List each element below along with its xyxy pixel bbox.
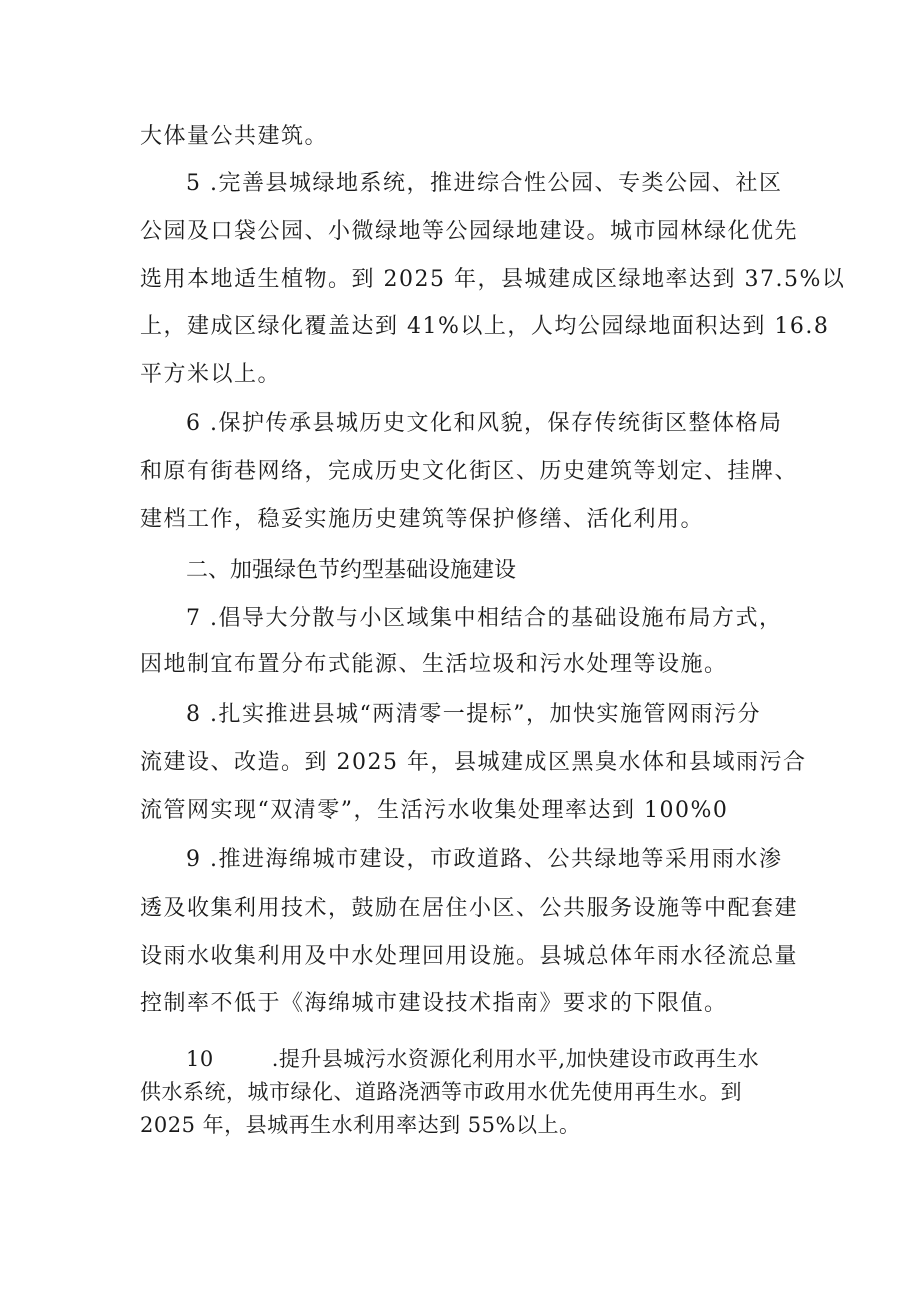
- paragraph-line: 供水系统，城市绿化、道路浇洒等市政用水优先使用再生水。到: [140, 1080, 742, 1104]
- paragraph-line: 建档工作，稳妥实施历史建筑等保护修缮、活化利用。: [140, 507, 705, 532]
- paragraph-line: 上，建成区绿化覆盖达到 41%以上，人均公园绿地面积达到 16.8: [140, 314, 830, 339]
- paragraph-line: 2025 年，县城再生水利用率达到 55%以上。: [140, 1113, 581, 1137]
- paragraph-line: 8 .扎实推进县城“两清零一提标”，加快实施管网雨污分: [186, 702, 761, 727]
- paragraph-line: 因地制宜布置分布式能源、生活垃圾和污水处理等设施。: [140, 652, 728, 677]
- paragraph-line: 控制率不低于《海绵城市建设技术指南》要求的下限值。: [140, 991, 728, 1016]
- section-heading: 二、加强绿色节约型基础设施建设: [186, 558, 517, 583]
- paragraph-line: 7 .倡导大分散与小区域集中相结合的基础设施布局方式，: [186, 606, 783, 631]
- paragraph-line: 流管网实现“双清零”，生活污水收集处理率达到 100%0: [140, 798, 729, 823]
- paragraph-line: [186, 1045, 759, 1073]
- paragraph-line: 大体量公共建筑。: [140, 124, 329, 149]
- item-number: 10: [186, 1047, 214, 1071]
- paragraph-line: 选用本地适生植物。到 2025 年，县城建成区绿地率达到 37.5%以: [140, 267, 846, 292]
- paragraph-line: 6 .保护传承县城历史文化和风貌，保存传统街区整体格局: [186, 411, 783, 436]
- paragraph-line: 5 .完善县城绿地系统，推进综合性公园、专类公园、社区: [186, 171, 783, 196]
- paragraph-line: 平方米以上。: [140, 362, 282, 387]
- paragraph-line: 设雨水收集利用及中水处理回用设施。县城总体年雨水径流总量: [140, 944, 799, 969]
- paragraph-line: 9 .推进海绵城市建设，市政道路、公共绿地等采用雨水渗: [186, 847, 783, 872]
- paragraph-line: 公园及口袋公园、小微绿地等公园绿地建设。城市园林绿化优先: [140, 219, 799, 244]
- paragraph-line: 和原有街巷网络，完成历史文化街区、历史建筑等划定、挂牌、: [140, 459, 799, 484]
- paragraph-text: .提升县城污水资源化利用水平,加快建设市政再生水: [271, 1047, 760, 1071]
- paragraph-line: 透及收集利用技术，鼓励在居住小区、公共服务设施等中配套建: [140, 896, 799, 921]
- paragraph-line: 流建设、改造。到 2025 年，县城建成区黑臭水体和县域雨污合: [140, 750, 807, 775]
